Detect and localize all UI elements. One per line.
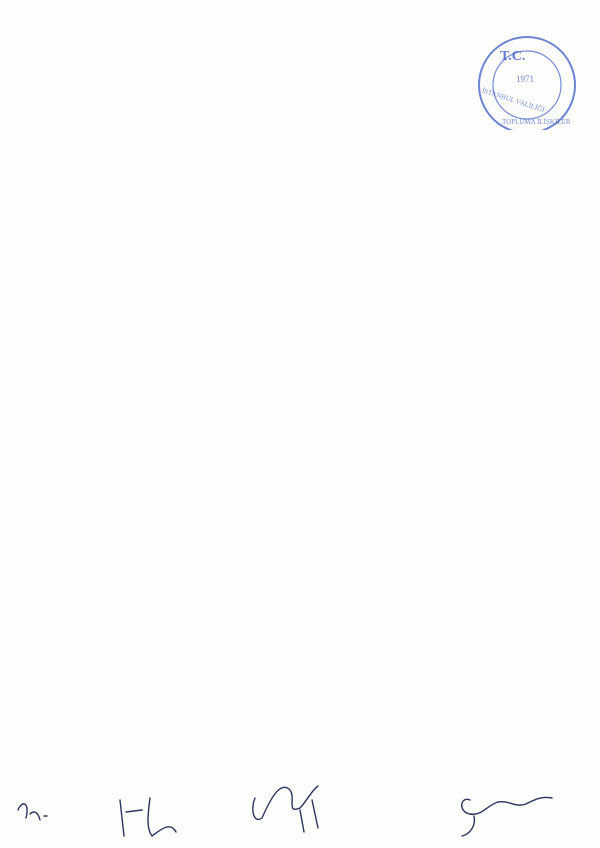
signature-3 [253, 786, 318, 832]
handwritten-signatures [0, 740, 600, 848]
signature-1 [18, 804, 40, 820]
svg-text:1971: 1971 [516, 74, 534, 84]
svg-text:İSTANBUL VALİLİĞİ: İSTANBUL VALİLİĞİ [480, 86, 546, 115]
signature-2 [120, 798, 176, 836]
svg-text:TOPLUMA İLİŞKİLER: TOPLUMA İLİŞKİLER [502, 118, 571, 126]
official-seal [452, 30, 600, 130]
svg-text:T.C.: T.C. [500, 49, 526, 64]
signature-4 [462, 797, 552, 836]
